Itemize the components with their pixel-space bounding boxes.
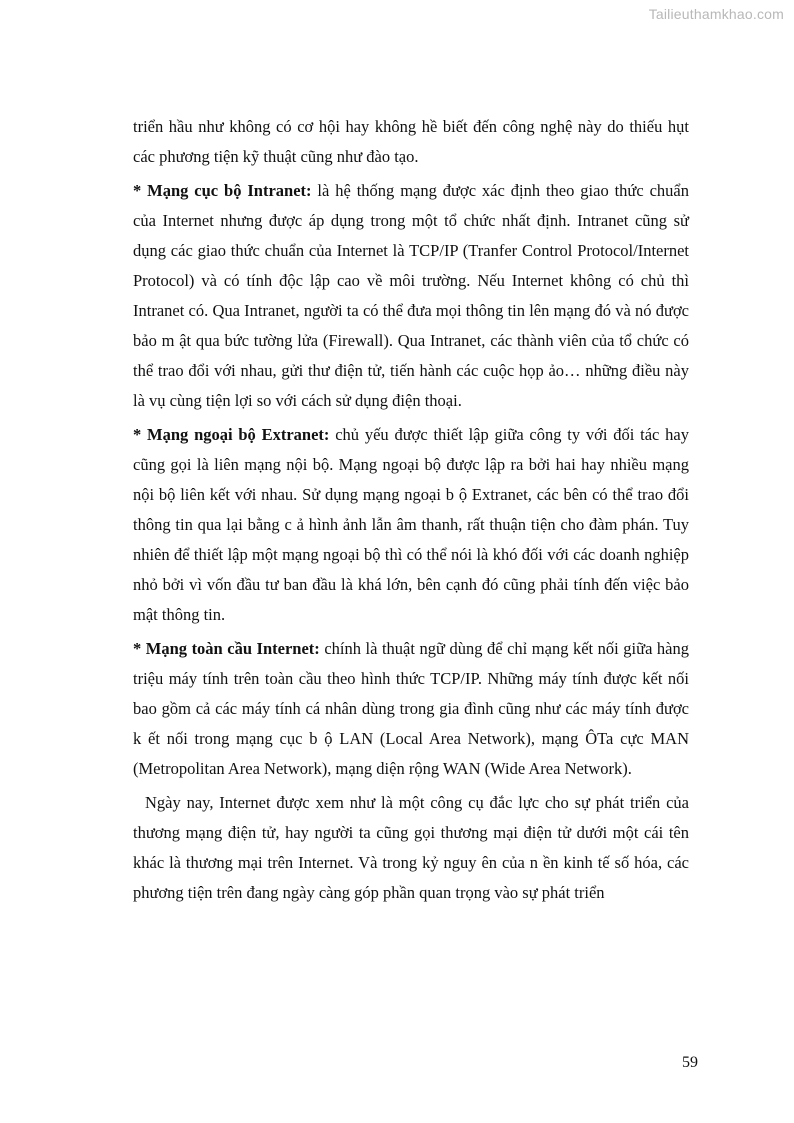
- page-body: [133, 112, 689, 908]
- paragraph-intro: triển hầu như không có cơ hội hay không hề biết đến công nghệ này do thiếu hụt các phương tiện kỹ thuật cũng như đào tạo.: [133, 117, 689, 166]
- body-extranet: chủ yếu được thiết lập giữa công ty với đối tác hay cũng gọi là liên mạng nội bộ. Mạng ngoại bộ được lập ra bởi hai hay nhiều mạng nội bộ liên kết với nhau. Sử dụng mạng ngoại b ộ Extranet, các bên có thể trao đổi thông tin qua lại bằng c ả hình ảnh lẫn âm thanh, rất thuận tiện cho đàm phán. Tuy nhiên để thiết lập một mạng ngoại bộ thì có thể nói là khó đối với các doanh nghiệp nhỏ bởi vì vốn đầu tư ban đầu là khá lớn, bên cạnh đó cũng phải tính đến việc bảo mật thông tin.: [133, 425, 689, 624]
- body-internet: chính là thuật ngữ dùng để chỉ mạng kết nối giữa hàng triệu máy tính trên toàn cầu theo hình thức TCP/IP. Những máy tính được kết nối bao gồm cả các máy tính cá nhân dùng trong gia đình cũng như các máy tính được k ết nối trong mạng cục b ộ LAN (Local Area Network), mạng ÔTa cực MAN (Metropolitan Area Network), mạng diện rộng WAN (Wide Area Network).: [133, 639, 690, 778]
- watermark-text: Tailieuthamkhao.com: [648, 6, 784, 22]
- paragraph-internet: [133, 634, 689, 784]
- paragraph-extranet: [133, 420, 689, 630]
- heading-extranet: * Mạng ngoại bộ Extranet:: [133, 425, 330, 444]
- heading-internet: * Mạng toàn cầu Internet:: [133, 639, 320, 658]
- paragraph-closing: Ngày nay, Internet được xem như là một công cụ đắc lực cho sự phát triển của thương mạng điện tử, hay người ta cũng gọi thương mại điện tử dưới một cái tên khác là thương mại trên Internet. Và trong kỷ nguy ên của n ền kinh tế số hóa, các phương tiện trên đang ngày càng góp phần quan trọng vào sự phát triển: [133, 793, 689, 902]
- page-number: 59: [682, 1054, 698, 1071]
- body-intranet: là hệ thống mạng được xác định theo giao thức chuẩn của Internet nhưng được áp dụng trong một tổ chức nhất định. Intranet cũng sử dụng các giao thức chuẩn của Internet là TCP/IP (Tranfer Control Protocol/Internet Protocol) và có tính độc lập cao về môi trường. Nếu Internet không có chủ thì Intranet có. Qua Intranet, người ta có thể đưa mọi thông tin lên mạng đó và nó được bảo m ật qua bức tường lửa (Firewall). Qua Intranet, các thành viên của tổ chức có thể trao đổi với nhau, gửi thư điện tử, tiến hành các cuộc họp ảo… những điều này là vụ cùng tiện lợi so với cách sử dụng điện thoại.: [133, 181, 689, 410]
- paragraph-intranet: [133, 176, 689, 416]
- heading-intranet: * Mạng cục bộ Intranet:: [133, 181, 312, 200]
